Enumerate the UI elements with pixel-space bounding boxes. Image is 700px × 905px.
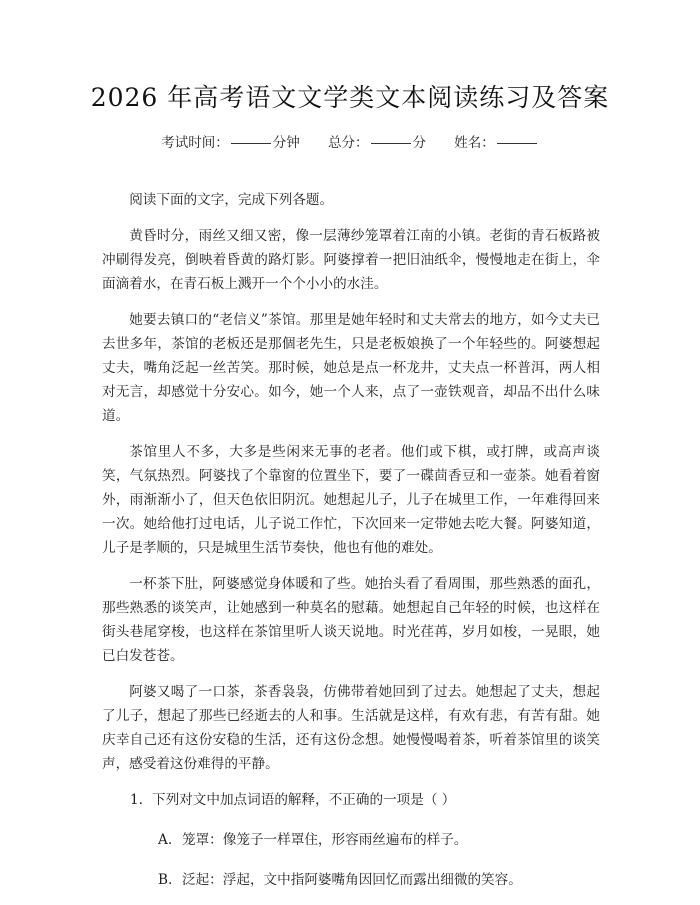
passage-paragraph: 一杯茶下肚，阿婆感觉身体暖和了些。她抬头看了看周围，那些熟悉的面孔，那些熟悉的谈笑声，让她感到一种莫名的慰藉。她想起自己年轻的时候，也这样在街头巷尾穿梭，也这样在茶馆里听人谈天说地。时光荏苒，岁月如梭，一晃眼，她已白发苍苍。 [102,576,600,664]
student-name-blank [497,143,537,144]
option-text: 泛起：浮起，文中指阿婆嘴角因回忆而露出细微的笑容。 [182,872,522,888]
total-score-unit: 分 [412,135,426,151]
exam-time-label: 考试时间： [161,135,229,151]
exam-time-blank [231,143,271,144]
instruction-text: 阅读下面的文字，完成下列各题。 [129,192,334,208]
reading-passage [102,188,600,892]
exam-time-unit: 分钟 [272,135,300,151]
exam-info-line [0,131,700,151]
total-score-blank [371,143,411,144]
student-name-label: 姓名： [454,135,495,151]
question-text: 下列对文中加点词语的解释，不正确的一项是（ ） [152,792,456,808]
exam-time-field [161,131,300,151]
passage-paragraph: 茶馆里人不多，大多是些闲来无事的老者。他们或下棋，或打牌，或高声谈笑，气氛热烈。阿婆找了个靠窗的位置坐下，要了一碟茴香豆和一壶茶。她看着窗外，雨渐渐小了，但天色依旧阴沉。她想起儿子，儿子在城里工作，一年难得回来一次。她给他打过电话，儿子说工作忙，下次回来一定带她去吃大餐。阿婆知道，儿子是孝顺的，只是城里生活节奏快，他也有他的难处。 [102,444,600,556]
total-score-label: 总分： [328,135,369,151]
total-score-field [328,131,426,151]
option-a [102,828,600,852]
passage-paragraph: 她要去镇口的“老信义”茶馆。那里是她年轻时和丈夫常去的地方，如今丈夫已去世多年，茶馆的老板还是那個老先生，只是老板娘换了一个年轻些的。阿婆想起丈夫，嘴角泛起一丝苦笑。那时候，她总是点一杯龙井，丈夫点一杯普洱，两人相对无言，却感觉十分安心。如今，她一个人来，点了一壶铁观音，却品不出什么味道。 [102,312,600,424]
document-title: 2026 年高考语文文学类文本阅读练习及答案 [90,83,610,112]
option-letter: A. [158,832,173,848]
question-number: 1. [130,792,143,808]
question-1 [102,788,600,812]
option-text: 笼罩：像笼子一样罩住，形容雨丝遍布的样子。 [182,832,468,848]
passage-paragraph: 黄昏时分，雨丝又细又密，像一层薄纱笼罩着江南的小镇。老街的青石板路被冲刷得发亮，倒映着昏黄的路灯影。阿婆撑着一把旧油纸伞，慢慢地走在街上，伞面滴着水，在青石板上溅开一个个小小的水洼。 [102,228,600,292]
option-b [102,868,600,892]
option-letter: B. [158,872,173,888]
passage-paragraph: 阿婆又喝了一口茶，茶香袅袅，仿佛带着她回到了过去。她想起了丈夫，想起了儿子，想起了那些已经逝去的人和事。生活就是这样，有欢有悲，有苦有甜。她庆幸自己还有这份安稳的生活，还有这份念想。她慢慢喝着茶，听着茶馆里的谈笑声，感受着这份难得的平静。 [102,684,600,772]
student-name-field [454,131,539,151]
